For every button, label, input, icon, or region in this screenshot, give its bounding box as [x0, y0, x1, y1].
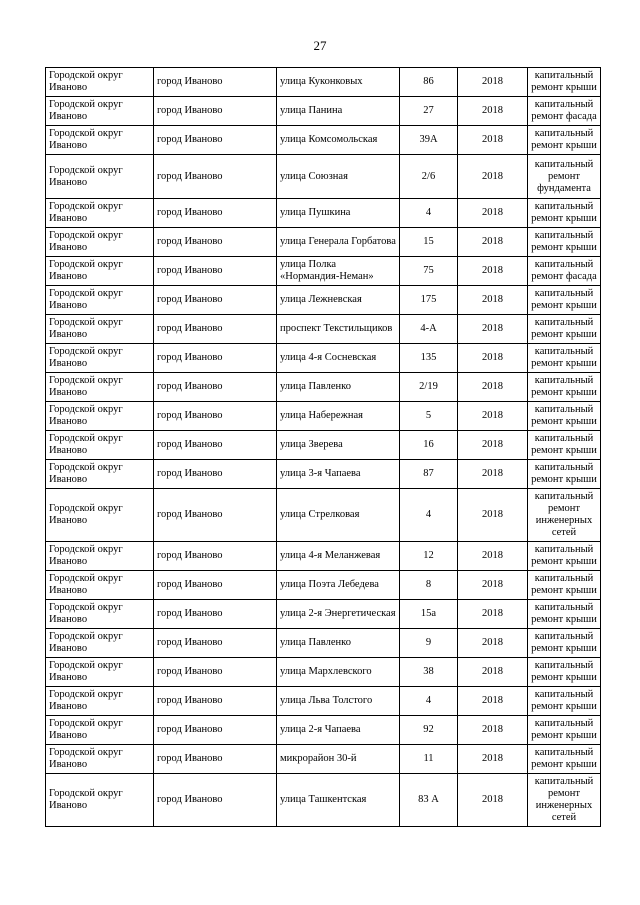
house-number-cell: 4: [400, 687, 458, 716]
district-cell: Городской округ Иваново: [46, 228, 154, 257]
table-row: [46, 571, 601, 600]
district-cell: Городской округ Иваново: [46, 460, 154, 489]
house-number-cell: 4: [400, 489, 458, 542]
house-number-cell: 9: [400, 629, 458, 658]
house-number-cell: 86: [400, 68, 458, 97]
city-cell: город Иваново: [154, 745, 277, 774]
year-cell: 2018: [458, 571, 528, 600]
street-cell: улица Куконковых: [277, 68, 400, 97]
city-cell: город Иваново: [154, 431, 277, 460]
table-row: [46, 716, 601, 745]
work-type-cell: капитальный ремонт крыши: [528, 126, 601, 155]
work-type-cell: капитальный ремонт крыши: [528, 431, 601, 460]
street-cell: проспект Текстильщиков: [277, 315, 400, 344]
city-cell: город Иваново: [154, 344, 277, 373]
city-cell: город Иваново: [154, 315, 277, 344]
street-cell: улица Павленко: [277, 373, 400, 402]
work-type-cell: капитальный ремонт крыши: [528, 199, 601, 228]
street-cell: улица Мархлевского: [277, 658, 400, 687]
district-cell: Городской округ Иваново: [46, 68, 154, 97]
district-cell: Городской округ Иваново: [46, 629, 154, 658]
year-cell: 2018: [458, 402, 528, 431]
work-type-cell: капитальный ремонт крыши: [528, 344, 601, 373]
year-cell: 2018: [458, 629, 528, 658]
house-number-cell: 2/19: [400, 373, 458, 402]
year-cell: 2018: [458, 286, 528, 315]
city-cell: город Иваново: [154, 460, 277, 489]
street-cell: микрорайон 30-й: [277, 745, 400, 774]
district-cell: Городской округ Иваново: [46, 542, 154, 571]
district-cell: Городской округ Иваново: [46, 600, 154, 629]
year-cell: 2018: [458, 600, 528, 629]
city-cell: город Иваново: [154, 126, 277, 155]
house-number-cell: 11: [400, 745, 458, 774]
city-cell: город Иваново: [154, 774, 277, 827]
year-cell: 2018: [458, 658, 528, 687]
house-number-cell: 4-А: [400, 315, 458, 344]
district-cell: Городской округ Иваново: [46, 315, 154, 344]
work-type-cell: капитальный ремонт фасада: [528, 257, 601, 286]
street-cell: улица 2-я Чапаева: [277, 716, 400, 745]
work-type-cell: капитальный ремонт крыши: [528, 571, 601, 600]
year-cell: 2018: [458, 460, 528, 489]
work-type-cell: капитальный ремонт фундамента: [528, 155, 601, 199]
city-cell: город Иваново: [154, 571, 277, 600]
work-type-cell: капитальный ремонт крыши: [528, 402, 601, 431]
house-number-cell: 27: [400, 97, 458, 126]
year-cell: 2018: [458, 431, 528, 460]
district-cell: Городской округ Иваново: [46, 687, 154, 716]
table-row: [46, 774, 601, 827]
work-type-cell: капитальный ремонт крыши: [528, 745, 601, 774]
page-number: 27: [313, 38, 327, 53]
district-cell: Городской округ Иваново: [46, 373, 154, 402]
street-cell: улица 4-я Меланжевая: [277, 542, 400, 571]
year-cell: 2018: [458, 315, 528, 344]
year-cell: 2018: [458, 687, 528, 716]
street-cell: улица 3-я Чапаева: [277, 460, 400, 489]
table-row: [46, 460, 601, 489]
work-type-cell: капитальный ремонт крыши: [528, 716, 601, 745]
street-cell: улица 2-я Энергетическая: [277, 600, 400, 629]
street-cell: улица Стрелковая: [277, 489, 400, 542]
year-cell: 2018: [458, 257, 528, 286]
table-body: [46, 68, 601, 827]
house-number-cell: 92: [400, 716, 458, 745]
work-type-cell: капитальный ремонт крыши: [528, 68, 601, 97]
city-cell: город Иваново: [154, 373, 277, 402]
district-cell: Городской округ Иваново: [46, 745, 154, 774]
city-cell: город Иваново: [154, 286, 277, 315]
street-cell: улица Полка «Нормандия-Неман»: [277, 257, 400, 286]
city-cell: город Иваново: [154, 600, 277, 629]
district-cell: Городской округ Иваново: [46, 489, 154, 542]
year-cell: 2018: [458, 68, 528, 97]
table-row: [46, 402, 601, 431]
year-cell: 2018: [458, 126, 528, 155]
table-row: [46, 228, 601, 257]
year-cell: 2018: [458, 745, 528, 774]
street-cell: улица Пушкина: [277, 199, 400, 228]
house-number-cell: 12: [400, 542, 458, 571]
table-row: [46, 344, 601, 373]
table-row: [46, 745, 601, 774]
work-type-cell: капитальный ремонт крыши: [528, 542, 601, 571]
district-cell: Городской округ Иваново: [46, 155, 154, 199]
table-row: [46, 286, 601, 315]
year-cell: 2018: [458, 155, 528, 199]
city-cell: город Иваново: [154, 199, 277, 228]
street-cell: улица Ташкентская: [277, 774, 400, 827]
work-type-cell: капитальный ремонт крыши: [528, 315, 601, 344]
house-number-cell: 83 А: [400, 774, 458, 827]
street-cell: улица 4-я Сосневская: [277, 344, 400, 373]
house-number-cell: 175: [400, 286, 458, 315]
work-type-cell: капитальный ремонт инженерных сетей: [528, 774, 601, 827]
house-number-cell: 15а: [400, 600, 458, 629]
city-cell: город Иваново: [154, 402, 277, 431]
table-row: [46, 629, 601, 658]
table-row: [46, 687, 601, 716]
work-type-cell: капитальный ремонт крыши: [528, 228, 601, 257]
district-cell: Городской округ Иваново: [46, 199, 154, 228]
house-number-cell: 8: [400, 571, 458, 600]
work-type-cell: капитальный ремонт инженерных сетей: [528, 489, 601, 542]
district-cell: Городской округ Иваново: [46, 257, 154, 286]
work-type-cell: капитальный ремонт крыши: [528, 600, 601, 629]
house-number-cell: 16: [400, 431, 458, 460]
district-cell: Городской округ Иваново: [46, 126, 154, 155]
work-type-cell: капитальный ремонт крыши: [528, 629, 601, 658]
district-cell: Городской округ Иваново: [46, 97, 154, 126]
year-cell: 2018: [458, 97, 528, 126]
house-number-cell: 75: [400, 257, 458, 286]
work-type-cell: капитальный ремонт крыши: [528, 373, 601, 402]
year-cell: 2018: [458, 228, 528, 257]
work-type-cell: капитальный ремонт крыши: [528, 286, 601, 315]
street-cell: улица Лежневская: [277, 286, 400, 315]
housing-repair-table: [45, 67, 601, 827]
house-number-cell: 39А: [400, 126, 458, 155]
street-cell: улица Союзная: [277, 155, 400, 199]
street-cell: улица Генерала Горбатова: [277, 228, 400, 257]
house-number-cell: 4: [400, 199, 458, 228]
district-cell: Городской округ Иваново: [46, 286, 154, 315]
city-cell: город Иваново: [154, 542, 277, 571]
district-cell: Городской округ Иваново: [46, 402, 154, 431]
year-cell: 2018: [458, 542, 528, 571]
table-row: [46, 199, 601, 228]
district-cell: Городской округ Иваново: [46, 571, 154, 600]
city-cell: город Иваново: [154, 155, 277, 199]
street-cell: улица Поэта Лебедева: [277, 571, 400, 600]
work-type-cell: капитальный ремонт фасада: [528, 97, 601, 126]
year-cell: 2018: [458, 716, 528, 745]
work-type-cell: капитальный ремонт крыши: [528, 687, 601, 716]
city-cell: город Иваново: [154, 97, 277, 126]
city-cell: город Иваново: [154, 658, 277, 687]
city-cell: город Иваново: [154, 716, 277, 745]
table-row: [46, 542, 601, 571]
year-cell: 2018: [458, 373, 528, 402]
city-cell: город Иваново: [154, 629, 277, 658]
city-cell: город Иваново: [154, 687, 277, 716]
table-row: [46, 68, 601, 97]
year-cell: 2018: [458, 774, 528, 827]
street-cell: улица Набережная: [277, 402, 400, 431]
street-cell: улица Комсомольская: [277, 126, 400, 155]
city-cell: город Иваново: [154, 257, 277, 286]
district-cell: Городской округ Иваново: [46, 658, 154, 687]
district-cell: Городской округ Иваново: [46, 344, 154, 373]
work-type-cell: капитальный ремонт крыши: [528, 658, 601, 687]
table-row: [46, 431, 601, 460]
street-cell: улица Павленко: [277, 629, 400, 658]
street-cell: улица Панина: [277, 97, 400, 126]
house-number-cell: 15: [400, 228, 458, 257]
house-number-cell: 135: [400, 344, 458, 373]
table-row: [46, 373, 601, 402]
table-row: [46, 97, 601, 126]
district-cell: Городской округ Иваново: [46, 774, 154, 827]
table-row: [46, 126, 601, 155]
city-cell: город Иваново: [154, 228, 277, 257]
table-row: [46, 155, 601, 199]
year-cell: 2018: [458, 344, 528, 373]
year-cell: 2018: [458, 489, 528, 542]
table-row: [46, 600, 601, 629]
city-cell: город Иваново: [154, 489, 277, 542]
table-row: [46, 257, 601, 286]
year-cell: 2018: [458, 199, 528, 228]
district-cell: Городской округ Иваново: [46, 431, 154, 460]
table-row: [46, 489, 601, 542]
work-type-cell: капитальный ремонт крыши: [528, 460, 601, 489]
street-cell: улица Зверева: [277, 431, 400, 460]
house-number-cell: 2/6: [400, 155, 458, 199]
house-number-cell: 87: [400, 460, 458, 489]
street-cell: улица Льва Толстого: [277, 687, 400, 716]
house-number-cell: 38: [400, 658, 458, 687]
table-row: [46, 658, 601, 687]
city-cell: город Иваново: [154, 68, 277, 97]
table-row: [46, 315, 601, 344]
house-number-cell: 5: [400, 402, 458, 431]
district-cell: Городской округ Иваново: [46, 716, 154, 745]
